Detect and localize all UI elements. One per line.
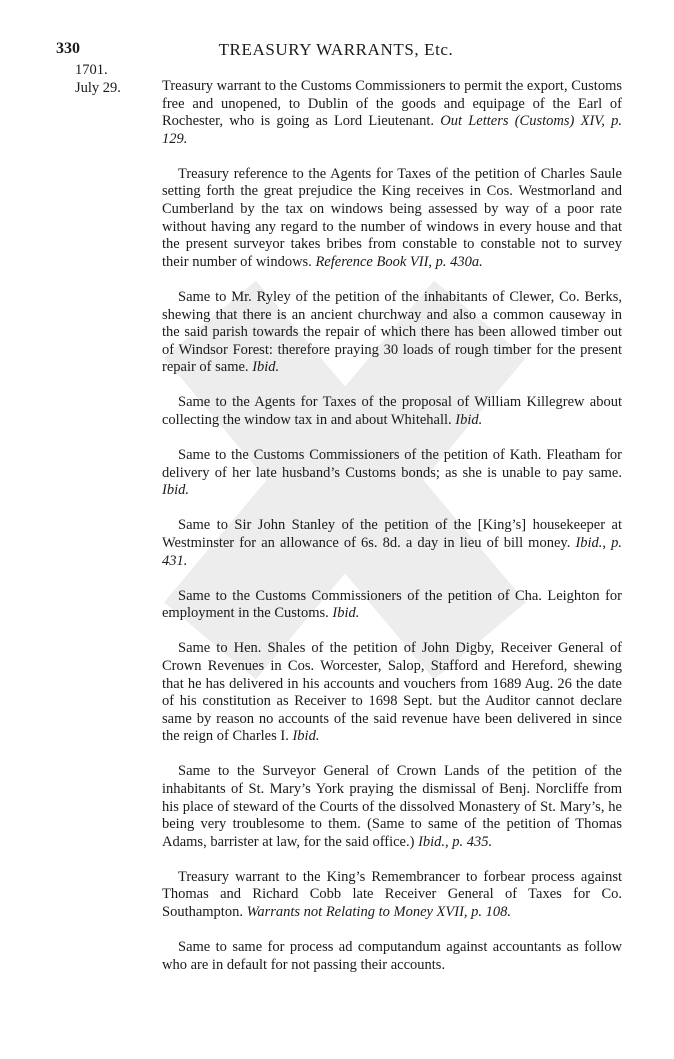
entry xyxy=(162,289,622,377)
page-title: TREASURY WARRANTS, Etc. xyxy=(218,40,454,59)
page-number: 330 xyxy=(56,40,80,57)
entry-reference: Ibid. xyxy=(332,605,360,622)
entry-reference: Reference Book VII, p. 430a. xyxy=(315,253,483,270)
entry xyxy=(162,447,622,500)
running-head xyxy=(56,40,616,62)
entry xyxy=(162,166,622,272)
entry xyxy=(162,78,622,148)
entry xyxy=(162,869,622,922)
entry-reference: Ibid. xyxy=(292,728,320,745)
entry-reference: Warrants not Relating to Money XVII, p. 108. xyxy=(246,904,512,921)
entry-text: Treasury warrant to the Customs Commissioners to permit the export, Customs free and unopened, to Dublin of the goods and equipage of the Earl of Rochester, who is going as Lord Lieutenant. xyxy=(162,78,622,130)
entry-text: Same to Mr. Ryley of the petition of the inhabitants of Clewer, Co. Berks, shewing that there is an ancient churchway and also a common causeway in the said parish towards the repair of which there has been allowed timber out of Windsor Forest: therefore praying 30 loads of rough timber for the present repair of same. xyxy=(162,288,622,376)
entry-text: Treasury reference to the Agents for Taxes of the petition of Charles Saule setting forth the great prejudice the King receives in Cos. Westmorland and Cumberland by the tax on windows being assessed by way of a poor rate without having any regard to the number of windows in every house and that the present surveyor takes bribes from constable to constable not to survey their number of windows. xyxy=(162,165,622,270)
entry-text: Treasury warrant to the King’s Remembrancer to forbear process against Thomas and Richard Cobb late Receiver General of Taxes for Co. Southampton. xyxy=(162,868,622,921)
entry xyxy=(162,517,622,570)
entry-reference: Ibid. xyxy=(162,482,189,499)
entry-text: Same to the Customs Commissioners of the petition of Cha. Leighton for employment in the Customs. xyxy=(162,587,622,622)
entry-text: Same to same for process ad computandum against accountants as follow who are in default for not passing their accounts. xyxy=(162,939,622,973)
entry-reference: Ibid. xyxy=(252,359,280,376)
entry xyxy=(162,763,622,851)
entry-reference: Ibid. xyxy=(455,412,483,428)
margin-date: July 29. xyxy=(75,80,121,96)
entry-text: Same to Sir John Stanley of the petition of the [King’s] housekeeper at Westminster for an allowance of 6s. 8d. a day in lieu of bill money. xyxy=(162,517,622,551)
margin-year: 1701. xyxy=(75,62,108,78)
entry xyxy=(162,394,622,429)
entry-reference: Ibid., p. 431. xyxy=(162,534,623,569)
entry-text: Same to the Customs Commissioners of the petition of Kath. Fleatham for delivery of her late husband’s Customs bonds; as she is unable to pay same. xyxy=(162,447,622,481)
entry xyxy=(162,939,622,974)
entry-text: Same to the Surveyor General of Crown Lands of the petition of the inhabitants of St. Mary’s York praying the dismissal of Benj. Norcliffe from his place of steward of the Courts of the dissolved Monastery of St. Mary’s, he being very troublesome to them. (Same to same of the petition of Thomas Adams, barrister at law, for the said office.) xyxy=(162,763,622,850)
entry-reference: Ibid., p. 435. xyxy=(418,833,493,850)
entry xyxy=(162,640,622,746)
entries-list xyxy=(162,78,622,992)
entry xyxy=(162,588,622,623)
entry-text: Same to the Agents for Taxes of the proposal of William Killegrew about collecting the window tax in and about Whitehall. xyxy=(162,394,622,428)
entry-text: Same to Hen. Shales of the petition of John Digby, Receiver General of Crown Revenues in Cos. Worcester, Salop, Stafford and Hereford, shewing that he has delivered in his accounts and vouchers from 1689 Aug. 26 the date of his constitution as Receiver to 1698 Sept. but the Auditor cannot declare same by reason no accounts of the said revenue have been delivered in since the reign of Charles I. xyxy=(162,640,622,745)
entry-reference: Out Letters (Customs) XIV, p. 129. xyxy=(162,113,622,147)
